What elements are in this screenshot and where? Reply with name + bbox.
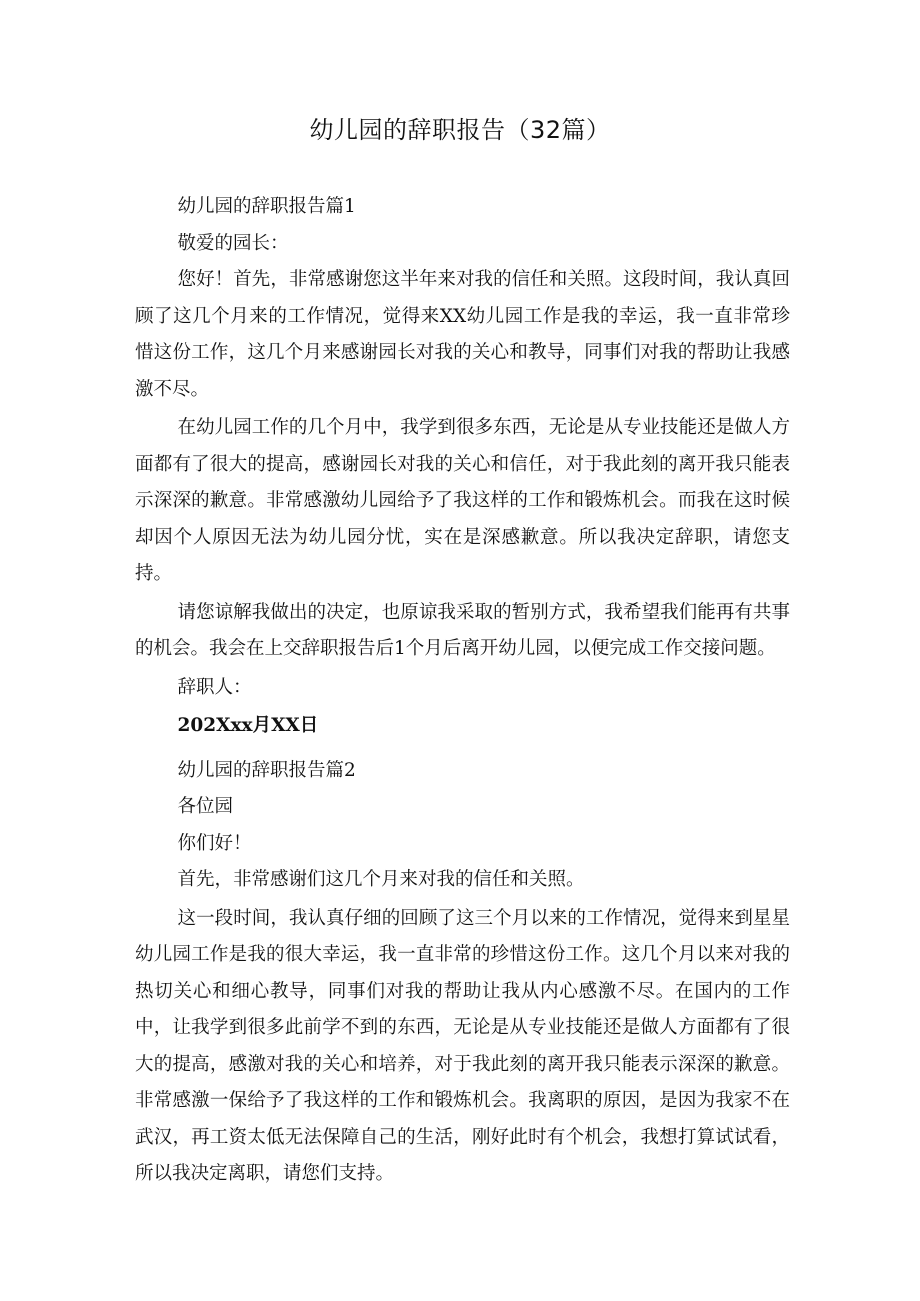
section-2-heading: 幼儿园的辞职报告篇2 [177, 759, 356, 781]
section-2-paragraph-1: 首先，非常感谢们这几个月来对我的信任和关照。 [177, 869, 585, 890]
section-2-paragraph-2: 这一段时间，我认真仔细的回顾了这三个月以来的工作情况，觉得来到星星幼儿园工作是我的很大幸运，我一直非常的珍惜这份工作。这几个月以来对我的热切关心和细心教导，同事们对我的帮助让我从内心感激不尽。在国内的工作中，让我学到很多此前学不到的东西，无论是从专业技能还是做人方面都有了很大的提高，感激对我的关心和培养，对于我此刻的离开我只能表示深深的歉意。非常感激一保给予了我这样的工作和锻炼机会。我离职的原因，是因为我家不在武汉，再工资太低无法保障自己的生活，刚好此时有个机会，我想打算试试看，所以我决定离职，请您们支持。 [135, 907, 790, 1184]
section-2-salutation: 各位园 [177, 796, 234, 817]
section-1-paragraph-2: 在幼儿园工作的几个月中，我学到很多东西，无论是从专业技能还是做人方面都有了很大的提高，感谢园长对我的关心和信任，对于我此刻的离开我只能表示深深的歉意。非常感激幼儿园给予了我这样的工作和锻炼机会。而我在这时候却因个人原因无法为幼儿园分忧，实在是深感歉意。所以我决定辞职，请您支持。 [135, 417, 790, 584]
document-title: 幼儿园的辞职报告（32篇） [309, 116, 611, 144]
section-1-signature: 辞职人： [177, 676, 252, 698]
document-body [135, 189, 790, 1193]
section-1-paragraph-3: 请您谅解我做出的决定，也原谅我采取的暂别方式，我希望我们能再有共事的机会。我会在上交辞职报告后1个月后离开幼儿园，以便完成工作交接问题。 [135, 601, 790, 659]
section-1-heading: 幼儿园的辞职报告篇1 [177, 196, 356, 217]
section-1-date: 202Xxx月XX日 [177, 715, 319, 736]
section-1-paragraph-1: 您好！首先，非常感谢您这半年来对我的信任和关照。这段时间，我认真回顾了这几个月来的工作情况，觉得来XX幼儿园工作是我的幸运，我一直非常珍惜这份工作，这几个月来感谢园长对我的关心和教导，同事们对我的帮助让我感激不尽。 [135, 269, 790, 400]
section-1-salutation: 敬爱的园长： [177, 232, 289, 254]
section-2-greeting: 你们好！ [177, 832, 252, 854]
